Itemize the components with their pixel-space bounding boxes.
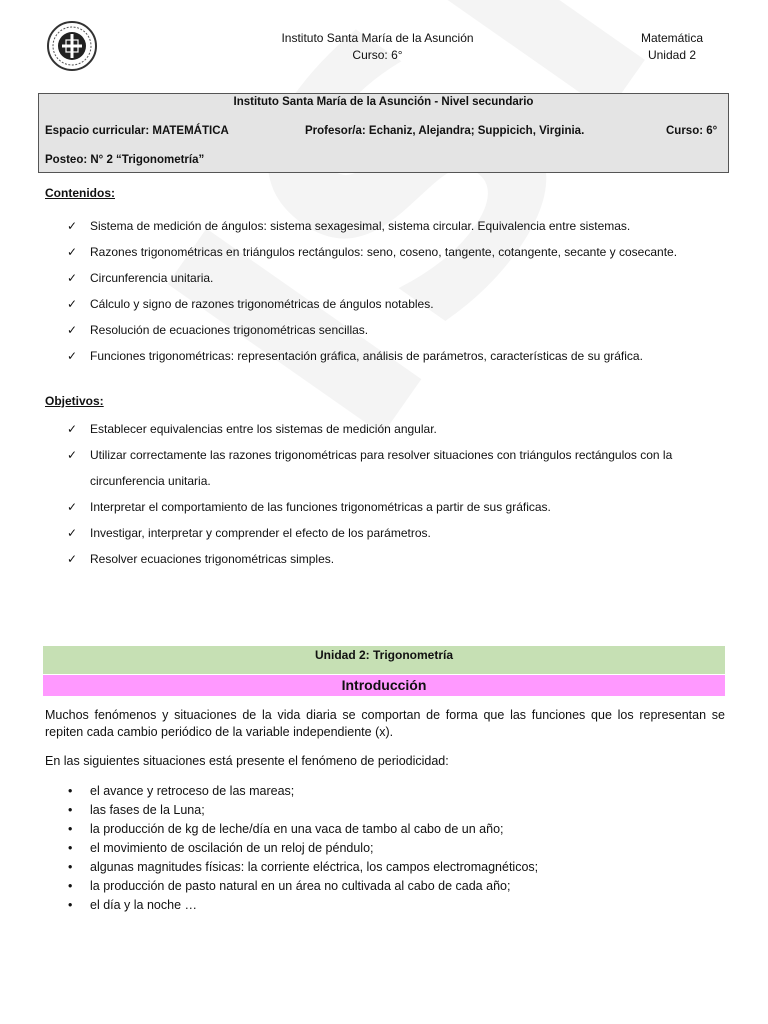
check-icon: ✓ <box>67 552 78 566</box>
list-item: ✓ Utilizar correctamente las razones trigonométricas para resolver situaciones con triángulos rectángulos con la <box>90 442 730 468</box>
list-item: ✓ Cálculo y signo de razones trigonométricas de ángulos notables. <box>90 291 730 317</box>
intro-title-bar: Introducción <box>43 675 725 696</box>
check-icon: ✓ <box>67 422 78 436</box>
check-icon: ✓ <box>67 323 78 337</box>
list-item: • la producción de pasto natural en un área no cultivada al cabo de cada año; <box>68 879 511 893</box>
bullet-icon: • <box>68 803 73 817</box>
check-icon: ✓ <box>67 245 78 259</box>
list-item: • la producción de kg de leche/día en una vaca de tambo al cabo de un año; <box>68 822 504 836</box>
list-item: • las fases de la Luna; <box>68 803 205 817</box>
check-icon: ✓ <box>67 297 78 311</box>
bullet-icon: • <box>68 898 73 912</box>
objectives-title: Objetivos: <box>45 394 104 408</box>
bullet-icon: • <box>68 879 73 893</box>
intro-paragraph-1: Muchos fenómenos y situaciones de la vida diaria se comportan de forma que las funciones que los representan se repiten cada cambio periódico de la variable independiente (x). <box>45 708 725 739</box>
check-icon: ✓ <box>67 526 78 540</box>
list-item-continuation: circunferencia unitaria. <box>90 474 211 488</box>
check-icon: ✓ <box>67 219 78 233</box>
list-item: • algunas magnitudes físicas: la corriente eléctrica, los campos electromagnéticos; <box>68 860 539 874</box>
info-title: Instituto Santa María de la Asunción - Nivel secundario <box>233 96 534 108</box>
bullet-icon: • <box>68 860 73 874</box>
intro-paragraph-2: En las siguientes situaciones está presente el fenómeno de periodicidad: <box>45 754 449 768</box>
list-item: ✓ Investigar, interpretar y comprender el efecto de los parámetros. <box>90 520 730 546</box>
unit-title-bar: Unidad 2: Trigonometría <box>43 646 725 674</box>
list-item: ✓ Resolución de ecuaciones trigonométricas sencillas. <box>90 317 730 343</box>
list-item: ✓ Razones trigonométricas en triángulos rectángulos: seno, coseno, tangente, cotangente, secante y cosecante. <box>90 239 730 265</box>
info-teachers: Profesor/a: Echaniz, Alejandra; Suppicich, Virginia. <box>305 125 585 137</box>
info-course: Curso: 6° <box>666 125 718 137</box>
info-box <box>38 93 729 173</box>
header-course: Curso: 6° <box>352 48 403 62</box>
header-subject: Matemática <box>640 31 704 45</box>
bullet-icon: • <box>68 784 73 798</box>
info-curricular-space: Espacio curricular: MATEMÁTICA <box>45 125 229 137</box>
school-seal-logo <box>46 20 98 72</box>
list-item: ✓ Interpretar el comportamiento de las funciones trigonométricas a partir de sus gráficas. <box>90 494 730 520</box>
contents-title: Contenidos: <box>45 186 115 200</box>
list-item: • el día y la noche … <box>68 898 198 912</box>
check-icon: ✓ <box>67 349 78 363</box>
check-icon: ✓ <box>67 271 78 285</box>
bullet-icon: • <box>68 841 73 855</box>
list-item: ✓ Circunferencia unitaria. <box>90 265 730 291</box>
list-item: ✓ Establecer equivalencias entre los sistemas de medición angular. <box>90 416 730 442</box>
list-item: ✓ Resolver ecuaciones trigonométricas simples. <box>90 546 730 572</box>
list-item: ✓ Sistema de medición de ángulos: sistema sexagesimal, sistema circular. Equivalencia entre sistemas. <box>90 213 730 239</box>
list-item: • el movimiento de oscilación de un reloj de péndulo; <box>68 841 374 855</box>
info-post: Posteo: N° 2 “Trigonometría” <box>45 154 205 166</box>
list-item: ✓ Funciones trigonométricas: representación gráfica, análisis de parámetros, características de su gráfica. <box>90 343 730 369</box>
list-item: • el avance y retroceso de las mareas; <box>68 784 295 798</box>
check-icon: ✓ <box>67 448 78 462</box>
bullet-icon: • <box>68 822 73 836</box>
header-unit: Unidad 2 <box>647 48 697 62</box>
header-school-name: Instituto Santa María de la Asunción <box>281 31 474 45</box>
check-icon: ✓ <box>67 500 78 514</box>
